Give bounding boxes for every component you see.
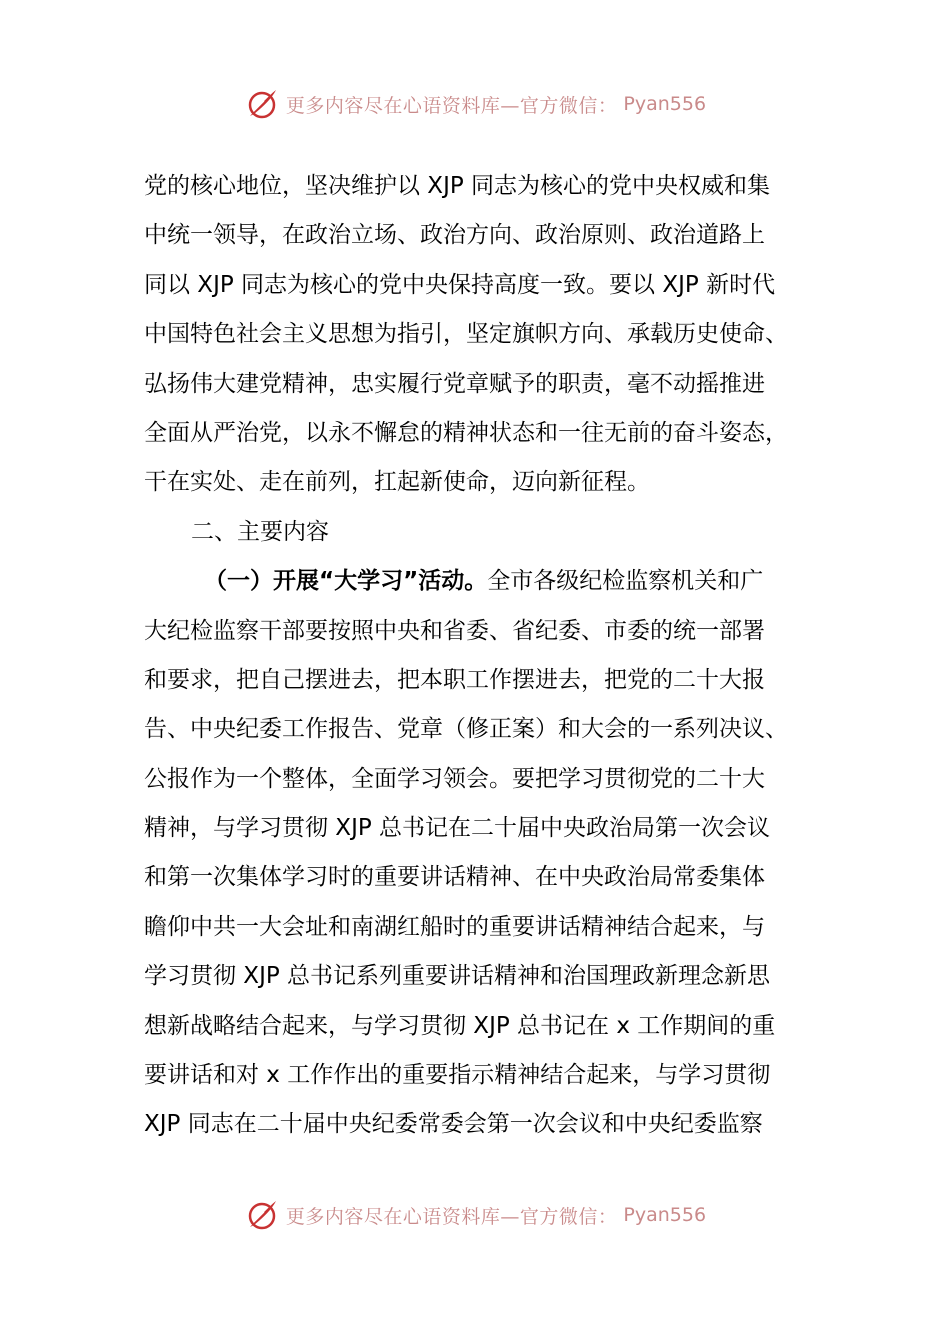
subsection-line: 告、中央纪委工作报告、党章（修正案）和大会的一系列决议、: [144, 716, 788, 743]
document-body: [144, 162, 804, 1150]
body-line: 中统一领导，在政治立场、政治方向、政治原则、政治道路上: [144, 222, 765, 249]
watermark-top: [0, 84, 950, 124]
quill-logo-icon: [244, 1197, 280, 1233]
body-line: 弘扬伟大建党精神，忠实履行党章赋予的职责，毫不动摇推进: [144, 370, 765, 397]
body-line: 同以 XJP 同志为核心的党中央保持高度一致。要以 XJP 新时代: [144, 271, 776, 298]
body-line: 全面从严治党，以永不懈怠的精神状态和一往无前的奋斗姿态，: [144, 419, 788, 446]
subsection-line: 和要求，把自己摆进去，把本职工作摆进去，把党的二十大报: [144, 666, 765, 693]
subsection-first-line: [144, 557, 804, 606]
body-line: 党的核心地位，坚决维护以 XJP 同志为核心的党中央权威和集: [144, 173, 771, 199]
subsection-line: 大纪检监察干部要按照中央和省委、省纪委、市委的统一部署: [144, 617, 765, 644]
subsection-line: 瞻仰中共一大会址和南湖红船时的重要讲话精神结合起来，与: [144, 913, 765, 940]
body-line: 中国特色社会主义思想为指引，坚定旗帜方向、承载历史使命、: [144, 321, 788, 348]
subsection-line: 和第一次集体学习时的重要讲话精神、在中央政治局常委集体: [144, 864, 765, 891]
body-line: 干在实处、走在前列，扛起新使命，迈向新征程。: [144, 469, 650, 496]
quill-logo-icon: [244, 86, 280, 122]
watermark-bottom: [0, 1195, 950, 1235]
subsection-line: 公报作为一个整体，全面学习领会。要把学习贯彻党的二十大: [144, 765, 765, 792]
watermark-text: 更多内容尽在心语资料库—官方微信：: [285, 94, 618, 117]
subsection-line: 精神，与学习贯彻 XJP 总书记在二十届中央政治局第一次会议: [144, 815, 771, 842]
watermark-contact: Pyan556: [623, 1204, 707, 1226]
subsection-first-text: 全市各级纪检监察机关和广: [487, 568, 764, 595]
subsection-line: XJP 同志在二十届中央纪委常委会第一次会议和中央纪委监察: [144, 1111, 763, 1138]
subsection-title: （一）开展“大学习”活动。: [204, 568, 488, 595]
section-heading: 二、主要内容: [191, 518, 329, 545]
subsection-line: 学习贯彻 XJP 总书记系列重要讲话精神和治国理政新理念新思: [144, 963, 771, 990]
watermark-text: 更多内容尽在心语资料库—官方微信：: [285, 1205, 618, 1228]
watermark-contact: Pyan556: [623, 93, 707, 115]
subsection-line: 想新战略结合起来，与学习贯彻 XJP 总书记在 x 工作期间的重: [144, 1012, 776, 1039]
subsection-line: 要讲话和对 x 工作作出的重要指示精神结合起来，与学习贯彻: [144, 1062, 771, 1089]
